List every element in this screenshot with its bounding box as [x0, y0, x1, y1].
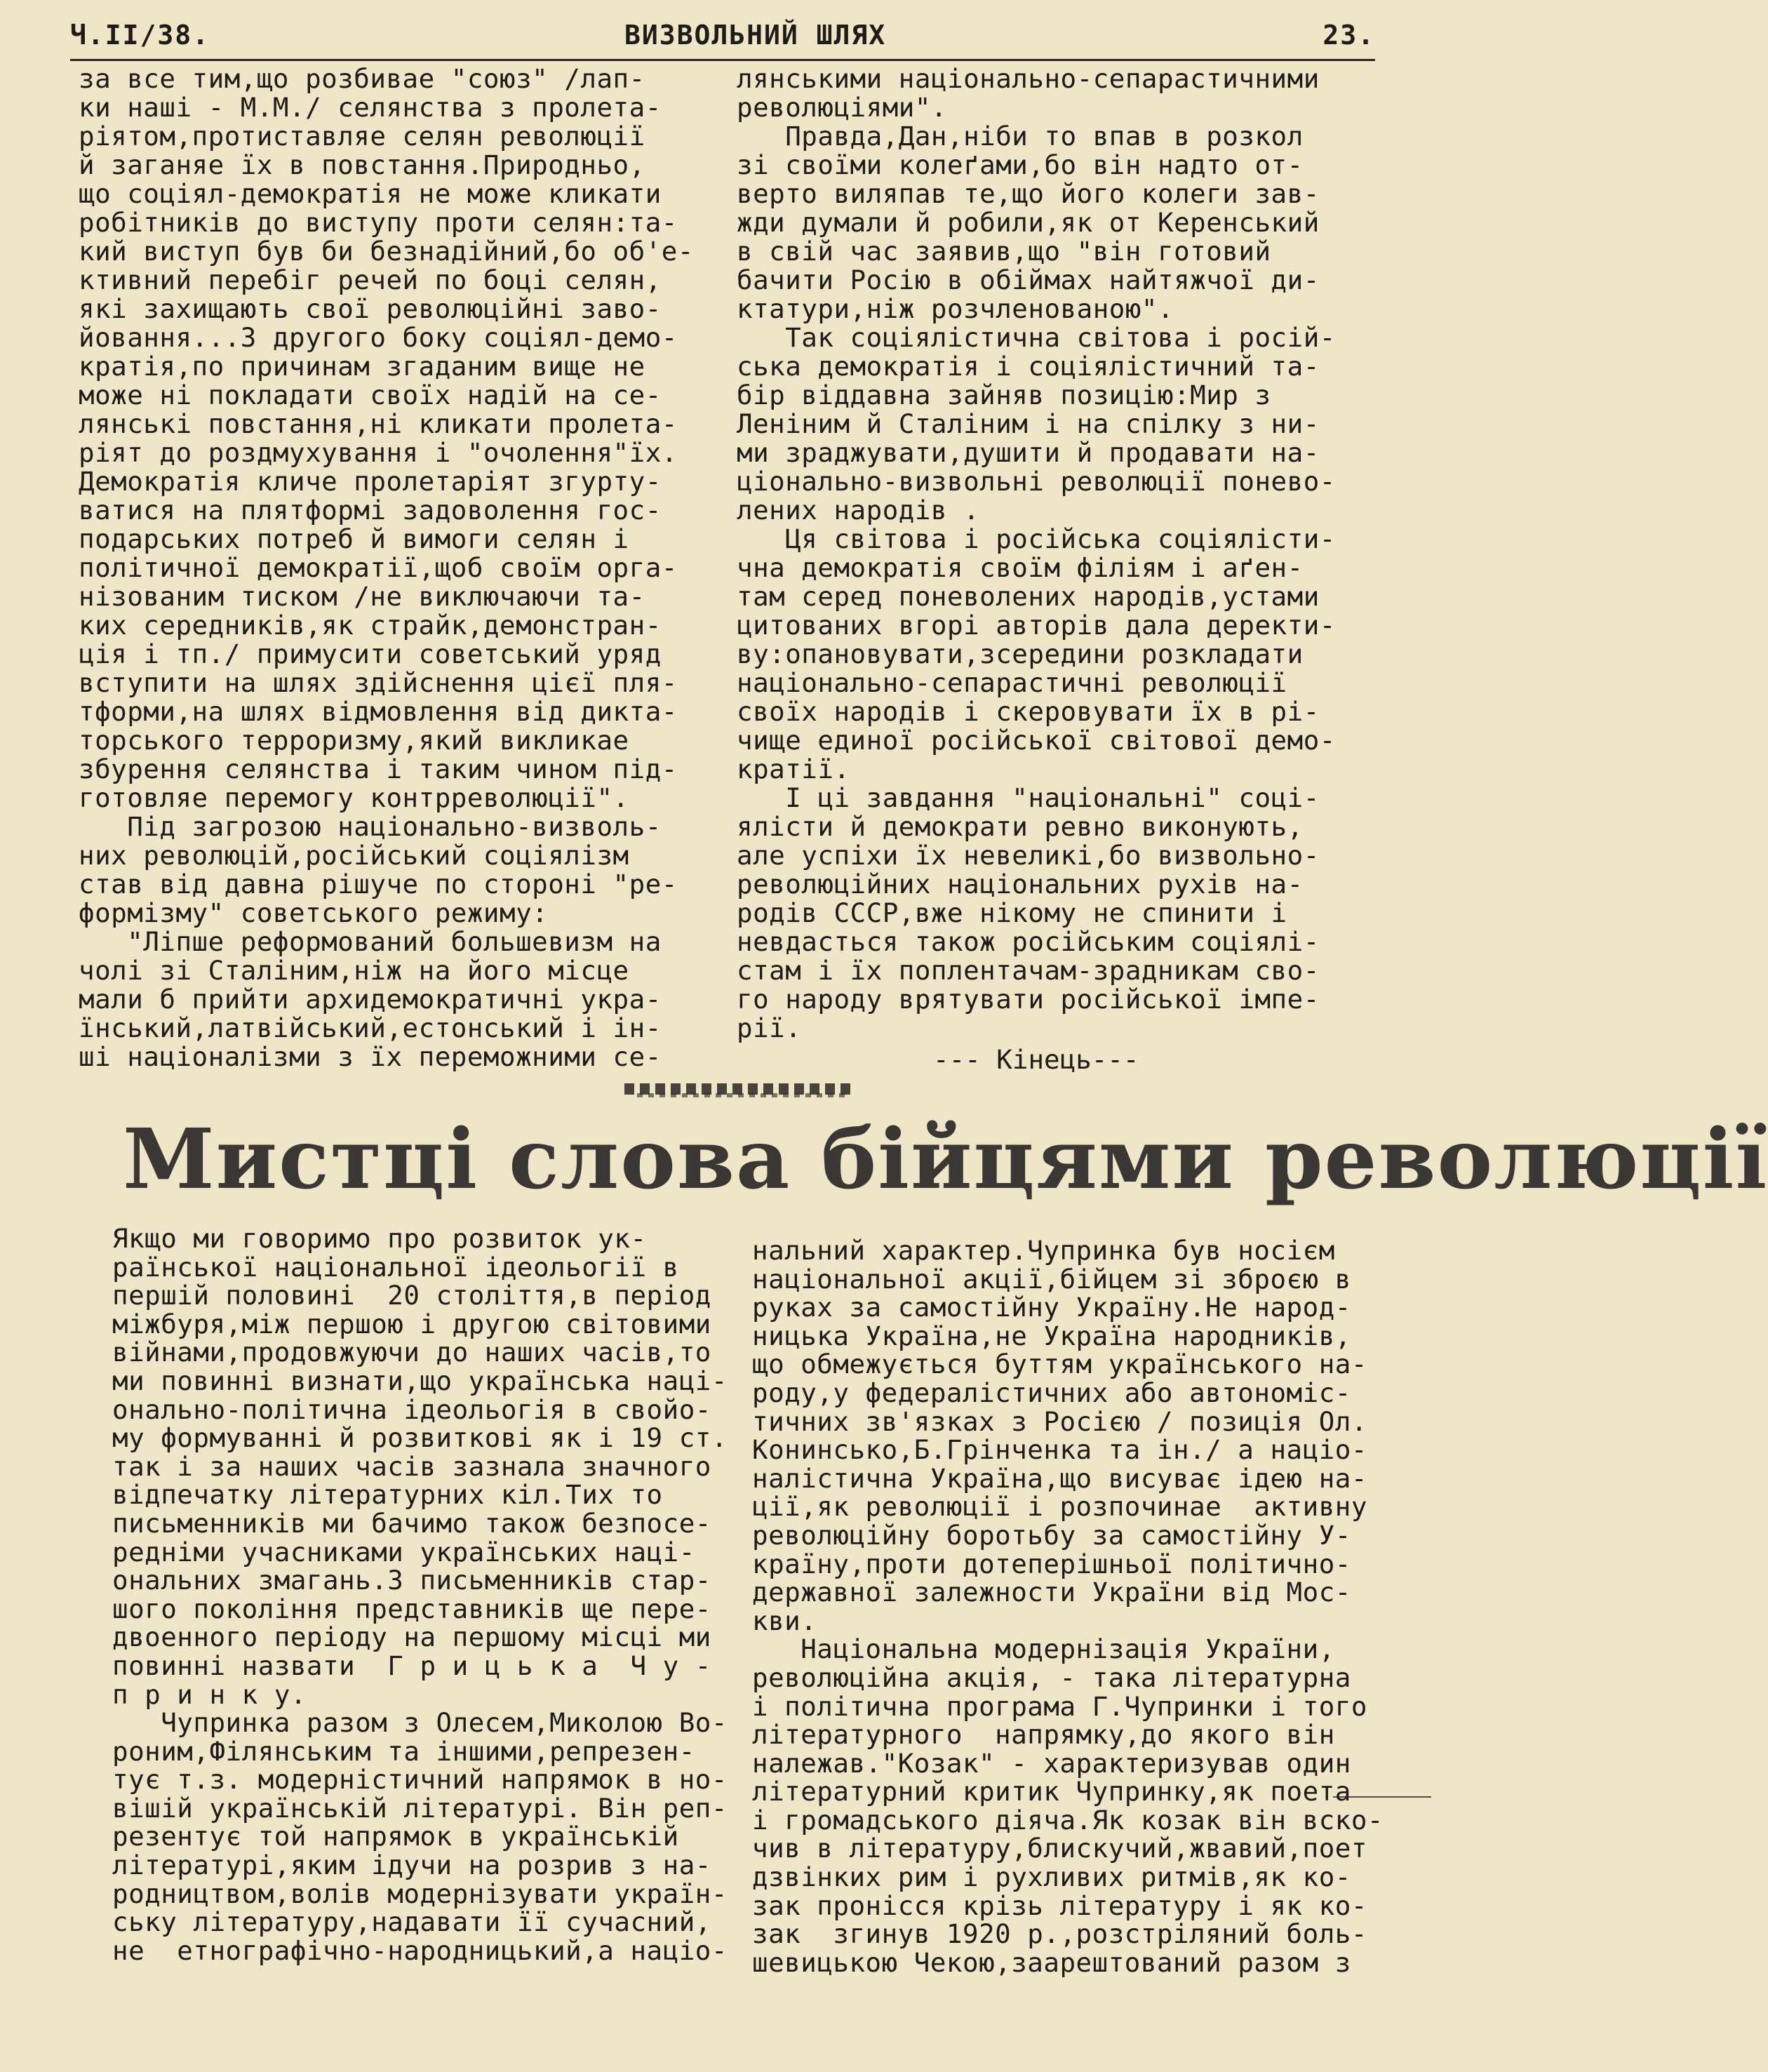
- text-line: відпечатку літературних кіл.Тих то: [112, 1479, 663, 1511]
- text-line: літературний критик Чупринку,як поета: [752, 1776, 1351, 1807]
- text-line: кратії.: [737, 754, 850, 784]
- text-line: роду,у федералістичних або автономіс-: [752, 1377, 1351, 1408]
- section-divider-lower: [631, 1093, 849, 1097]
- text-line: бачити Росію в обіймах найтяжчої ди-: [737, 265, 1320, 295]
- text-line: належав."Козак" - характеризував один: [752, 1747, 1351, 1779]
- text-line: літературного напрямку,до якого він: [752, 1719, 1335, 1751]
- article1-right-column: [737, 65, 1336, 1043]
- text-line: них революцій,російський соціялізм: [79, 840, 629, 871]
- text-line: І ці завдання "національні" соці-: [737, 782, 1320, 813]
- text-line: письменників ми бачимо також безпосе-: [112, 1507, 711, 1539]
- text-line: редніми учасниками українських наці-: [112, 1536, 695, 1568]
- text-line: в свій час заявив,що "він готовий: [737, 236, 1271, 267]
- text-line: ціонально-визвольні революції понево-: [737, 466, 1336, 497]
- text-line: революціями".: [737, 92, 947, 123]
- text-line: нальний характер.Чупринка був носієм: [752, 1235, 1335, 1266]
- text-line: дзвінких рим і рухливих ритмів,як ко-: [752, 1862, 1351, 1893]
- text-line: формізму" советського режиму:: [79, 897, 549, 928]
- text-line: й заганяе їх в повстання.Природньо,: [79, 149, 645, 180]
- text-line: ську літературу,надавати її сучасний,: [112, 1906, 711, 1938]
- page-header: [70, 20, 1375, 62]
- text-line: революційних національних рухів на-: [737, 869, 1304, 900]
- text-line: подарських потреб й вимоги селян і: [79, 523, 629, 554]
- text-line: ції,як революції і розпочинае активну: [752, 1491, 1367, 1523]
- text-line: кий виступ був би безнадійний,бо об'е-: [79, 236, 694, 267]
- text-line: став від давна рішуче по стороні "ре-: [79, 869, 678, 900]
- text-line: тує т.з. модерністичний напрямок в но-: [112, 1764, 728, 1796]
- handwritten-underline: [1333, 1796, 1431, 1798]
- text-line: міжбуря,між першою і другою світовими: [112, 1308, 711, 1339]
- text-line: двоенного періоду на першому місці ми: [112, 1622, 711, 1653]
- text-line: зак пронісся крізь літературу і як ко-: [752, 1890, 1367, 1921]
- text-line: роним,Філянським та іншими,репрезен-: [112, 1735, 695, 1767]
- text-line: Ця світова і російська соціялісти-: [737, 523, 1336, 554]
- text-line: політичної демократії,щоб своїм орга-: [79, 552, 678, 583]
- text-line: ницька Україна,не Україна народників,: [752, 1320, 1351, 1351]
- text-line: ріят до роздмухування і "очолення"їх.: [79, 437, 678, 468]
- text-line: лених народів .: [737, 495, 980, 526]
- text-line: за все тим,що розбивае "союз" /лап-: [79, 63, 645, 94]
- text-line: вішій українській літературі. Він реп-: [112, 1792, 728, 1824]
- text-line: там серед поневолених народів,устами: [737, 581, 1320, 612]
- text-line: чив в літературу,блискучий,жвавий,поет: [752, 1833, 1367, 1864]
- article-headline: Мистці слова бійцями революції: [123, 1110, 1768, 1208]
- text-line: Під загрозою національно-визволь-: [79, 811, 662, 842]
- text-line: літературі,яким ідучи на розрив з на-: [112, 1850, 711, 1881]
- text-line: родів СССР,вже нікому не спинити і: [737, 897, 1287, 928]
- text-line: Так соціялістична світова і росій-: [737, 322, 1336, 353]
- text-line: тичних зв'язках з Росією / позиція Ол.: [752, 1405, 1367, 1437]
- text-line: ція і тп./ примусити советський уряд: [79, 639, 662, 669]
- text-line: Якщо ми говоримо про розвиток ук-: [112, 1223, 647, 1254]
- text-line: ктатури,ніж розчленованою".: [737, 293, 1174, 324]
- text-line: так і за наших часів зазнала значного: [112, 1450, 711, 1482]
- header-rule: [70, 59, 1375, 61]
- text-line: раїнської національної ідеольогії в: [112, 1251, 679, 1283]
- text-line: ких середників,як страйк,демонстран-: [79, 610, 662, 641]
- text-line: кви.: [752, 1605, 817, 1636]
- text-line: Національна модернізація України,: [752, 1633, 1335, 1665]
- text-line: невдасться також російським соціялі-: [737, 926, 1320, 957]
- text-line: Конинсько,Б.Грінченка та ін./ а націо-: [752, 1434, 1367, 1466]
- text-line: жди думали й робили,як от Керенський: [737, 207, 1320, 238]
- text-line: ми зраджувати,душити й продавати на-: [737, 437, 1320, 468]
- text-line: вступити на шлях здійснення цієї пля-: [79, 667, 678, 698]
- text-line: ки наші - М.М./ селянства з пролета-: [79, 92, 662, 123]
- text-line: онально-політична ідеольогія в свойо-: [112, 1393, 711, 1425]
- text-line: Чупринка разом з Олесем,Миколою Во-: [112, 1707, 728, 1739]
- text-line: налістична Україна,що висуває ідею на-: [752, 1462, 1367, 1494]
- text-line: може ні покладати своїх надій на се-: [79, 380, 662, 410]
- text-line: п р и н к у.: [112, 1678, 307, 1710]
- text-line: війнами,продовжуючи до наших часів,то: [112, 1337, 711, 1368]
- text-line: лянські повстання,ні кликати пролета-: [79, 408, 678, 439]
- text-line: шого покоління представників ще пере-: [112, 1593, 711, 1624]
- text-line: національно-сепарастичні революції: [737, 667, 1287, 698]
- text-line: і громадського діяча.Як козак він вско-: [752, 1804, 1384, 1836]
- text-line: стам і їх поплентачам-зрадникам сво-: [737, 955, 1320, 986]
- text-line: Правда,Дан,ніби то впав в розкол: [737, 121, 1304, 152]
- text-line: національної акції,бійцем зі зброєю в: [752, 1263, 1351, 1295]
- text-line: руках за самостійну Україну.Не народ-: [752, 1292, 1351, 1323]
- text-line: що обмежується буттям українського на-: [752, 1349, 1367, 1380]
- text-line: нізованим тиском /не виключаючи та-: [79, 581, 645, 612]
- text-line: лянськими національно-сепарастичними: [737, 63, 1320, 94]
- text-line: верто виляпав те,що його колеги зав-: [737, 178, 1320, 209]
- text-line: ші націоналізми з їх переможними се-: [79, 1041, 662, 1072]
- text-line: "Ліпше реформований большевизм на: [79, 926, 662, 957]
- text-line: чолі зі Сталіним,ніж на його місце: [79, 955, 629, 986]
- text-line: кратія,по причинам згаданим вище не: [79, 351, 645, 382]
- page-number: 23.: [1322, 20, 1375, 51]
- text-line: рії.: [737, 1012, 802, 1043]
- text-line: але успіхи їх невеликі,бо визвольно-: [737, 840, 1320, 871]
- text-line: ська демократія і соціялістичний та-: [737, 351, 1320, 382]
- text-line: готовляе перемогу контрреволюції".: [79, 782, 629, 813]
- text-line: ріятом,протиставляе селян революції: [79, 121, 645, 152]
- text-line: державної залежности України від Мос-: [752, 1577, 1351, 1608]
- text-line: що соціял-демократія не може кликати: [79, 178, 662, 209]
- text-line: революційна акція, - така літературна: [752, 1662, 1351, 1693]
- article-ending: --- Кінець---: [933, 1044, 1139, 1075]
- text-line: шевицькою Чекою,заарештований разом з: [752, 1946, 1351, 1978]
- text-line: Леніним й Сталіним і на спілку з ни-: [737, 408, 1320, 439]
- text-line: зі своїми колеґами,бо він надто от-: [737, 149, 1304, 180]
- text-line: родництвом,волів модернізувати україн-: [112, 1878, 728, 1909]
- text-line: торського терроризму,який викликае: [79, 725, 629, 756]
- text-line: ктивний перебіг речей по боці селян,: [79, 265, 662, 295]
- text-line: тформи,на шлях відмовлення від дикта-: [79, 696, 678, 727]
- text-line: революційну боротьбу за самостійну У-: [752, 1519, 1351, 1551]
- issue-number: Ч.II/38.: [70, 20, 210, 51]
- text-line: му формуванні й розвиткові як і 19 ст.: [112, 1422, 728, 1454]
- text-line: ялісти й демократи ревно виконують,: [737, 811, 1304, 842]
- text-line: цитованих вгорі авторів дала деректи-: [737, 610, 1336, 641]
- article1-left-column: [79, 65, 694, 1071]
- text-line: го народу врятувати російської імпе-: [737, 984, 1320, 1015]
- text-line: країну,проти дотеперішньої політично-: [752, 1548, 1351, 1579]
- text-line: їнський,латвійський,естонський і ін-: [79, 1012, 662, 1043]
- text-line: резентує той напрямок в українській: [112, 1821, 679, 1852]
- text-line: повинні назвати Г р и ц ь к а Ч у -: [112, 1650, 711, 1681]
- text-line: збурення селянства і таким чином під-: [79, 754, 678, 784]
- text-line: ональних змагань.З письменників стар-: [112, 1565, 711, 1596]
- text-line: зак згинув 1920 р.,розстріляний боль-: [752, 1918, 1367, 1950]
- text-line: йовання...З другого боку соціял-демо-: [79, 322, 678, 353]
- publication-title: ВИЗВОЛЬНИЙ ШЛЯХ: [624, 20, 887, 51]
- text-line: Демократія кличе пролетаріят згурту-: [79, 466, 662, 497]
- article2-right-column: [752, 1236, 1384, 1977]
- text-line: не етнографічно-народницький,а націо-: [112, 1934, 728, 1966]
- article2-left-column: [112, 1224, 728, 1965]
- text-line: ватися на плятформі задоволення гос-: [79, 495, 662, 526]
- text-line: першій половині 20 століття,в період: [112, 1280, 711, 1311]
- text-line: мали б прийти архидемократичні укра-: [79, 984, 662, 1015]
- text-line: чна демократія своїм філіям і аґен-: [737, 552, 1304, 583]
- text-line: які захищають свої революційні заво-: [79, 293, 662, 324]
- text-line: і політична програма Г.Чупринки і того: [752, 1690, 1367, 1722]
- text-line: ми повинні визнати,що українська наці-: [112, 1365, 728, 1396]
- text-line: своїх народів і скеровувати їх в рі-: [737, 696, 1320, 727]
- text-line: чище единої російської світової демо-: [737, 725, 1336, 756]
- text-line: ву:опановувати,зсередини розкладати: [737, 639, 1304, 669]
- text-line: робітників до виступу проти селян:та-: [79, 207, 678, 238]
- text-line: бір віддавна зайняв позицію:Мир з: [737, 380, 1271, 410]
